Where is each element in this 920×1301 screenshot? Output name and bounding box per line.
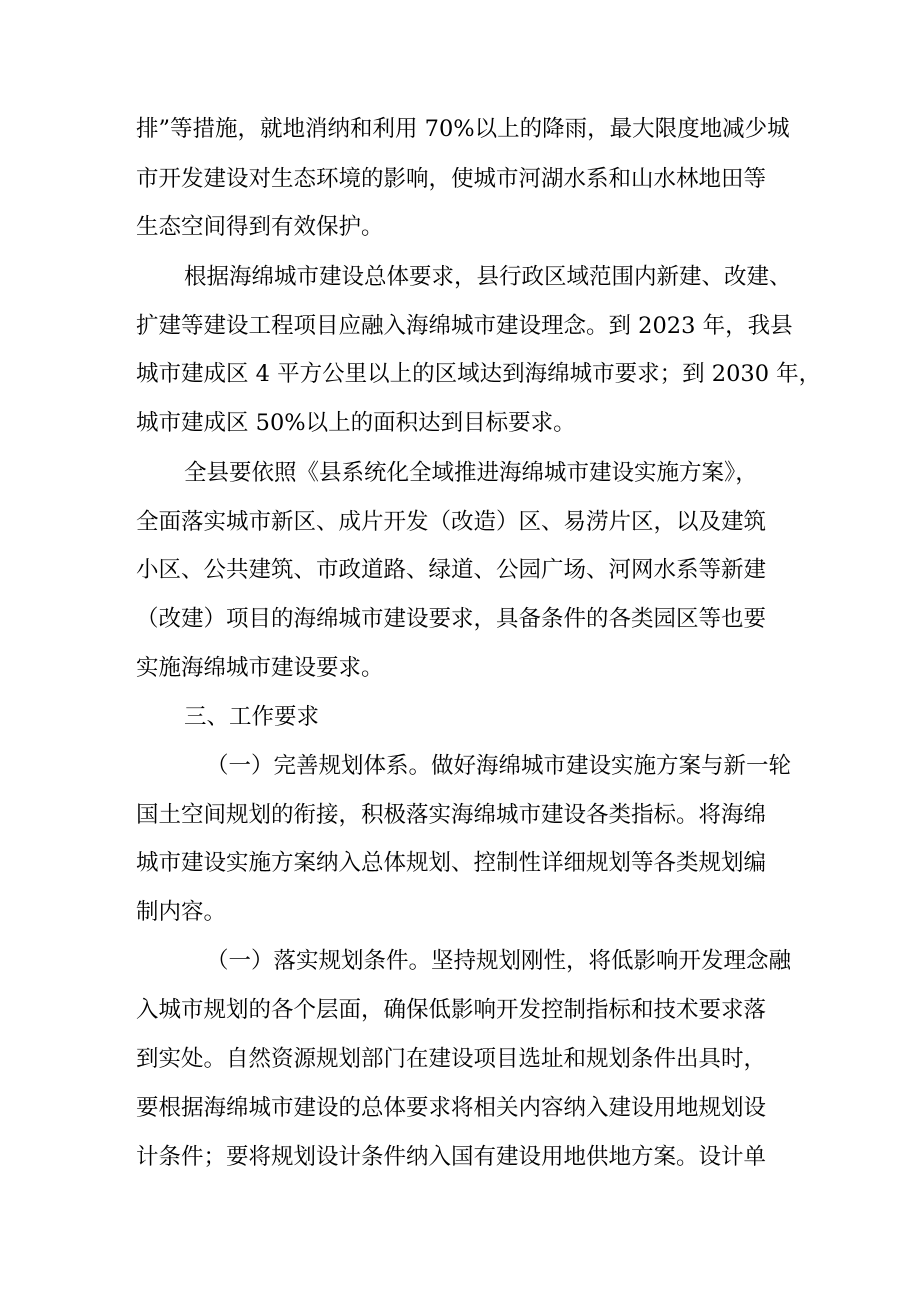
paragraph-2-line-1: 根据海绵城市建设总体要求，县行政区域范围内新建、改建、 bbox=[184, 264, 792, 290]
paragraph-2-line-2: 扩建等建设工程项目应融入海绵城市建设理念。到 2023 年，我县 bbox=[136, 313, 793, 339]
item-2-line-2: 入城市规划的各个层面，确保低影响开发控制指标和技术要求落 bbox=[136, 997, 767, 1023]
paragraph-1-line-1: 排”等措施，就地消纳和利用 70%以上的降雨，最大限度地减少城 bbox=[136, 116, 790, 142]
item-1-line-4: 制内容。 bbox=[136, 899, 227, 925]
paragraph-3-line-4: （改建）项目的海绵城市建设要求，具备条件的各类园区等也要 bbox=[136, 606, 767, 632]
item-2-line-4: 要根据海绵城市建设的总体要求将相关内容纳入建设用地规划设 bbox=[136, 1095, 767, 1121]
paragraph-1-line-3: 生态空间得到有效保护。 bbox=[136, 214, 384, 240]
paragraph-1-line-2: 市开发建设对生态环境的影响，使城市河湖水系和山水林地田等 bbox=[136, 166, 767, 192]
item-1-line-2: 国土空间规划的衔接，积极落实海绵城市建设各类指标。将海绵 bbox=[136, 802, 767, 828]
paragraph-3-line-3: 小区、公共建筑、市政道路、绿道、公园广场、河网水系等新建 bbox=[136, 557, 767, 583]
paragraph-3-line-5: 实施海绵城市建设要求。 bbox=[136, 655, 384, 681]
item-2-line-3: 到实处。自然资源规划部门在建设项目选址和规划条件出具时， bbox=[136, 1046, 767, 1072]
item-1-line-3: 城市建设实施方案纳入总体规划、控制性详细规划等各类规划编 bbox=[136, 850, 767, 876]
item-2-line-5: 计条件；要将规划设计条件纳入国有建设用地供地方案。设计单 bbox=[136, 1144, 767, 1170]
paragraph-2-line-3: 城市建成区 4 平方公里以上的区域达到海绵城市要求；到 2030 年， bbox=[136, 361, 822, 387]
item-2-line-1: （一）落实规划条件。坚持规划刚性，将低影响开发理念融 bbox=[206, 948, 792, 974]
section-heading: 三、工作要求 bbox=[184, 704, 320, 730]
item-1-line-1: （一）完善规划体系。做好海绵城市建设实施方案与新一轮 bbox=[206, 753, 792, 779]
paragraph-3-line-2: 全面落实城市新区、成片开发（改造）区、易涝片区，以及建筑 bbox=[136, 509, 767, 535]
paragraph-2-line-4: 城市建成区 50%以上的面积达到目标要求。 bbox=[136, 410, 576, 436]
paragraph-3-line-1: 全县要依照《县系统化全域推进海绵城市建设实施方案》， bbox=[184, 460, 758, 486]
